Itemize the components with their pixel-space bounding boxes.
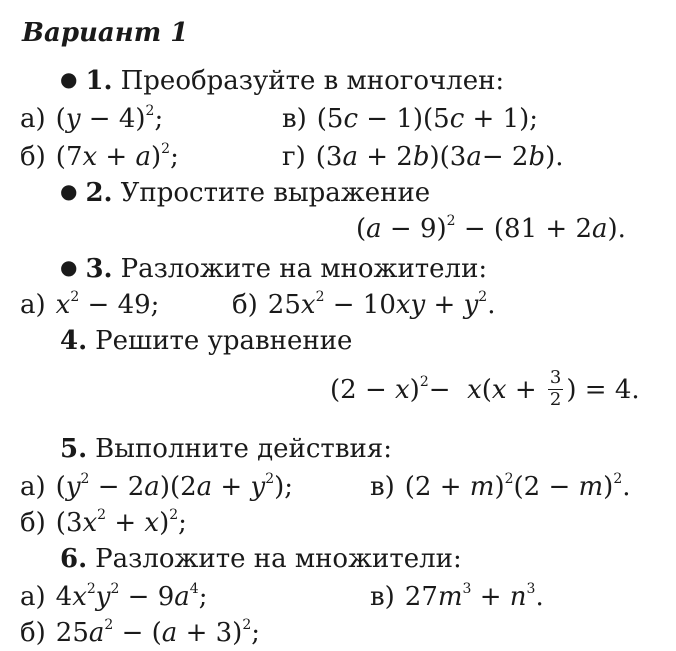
formula: $25x^2 - 10xy + y^2$. xyxy=(267,289,496,320)
task-3-heading xyxy=(60,256,487,282)
item-label: а) xyxy=(20,104,46,134)
task-1-item-g xyxy=(282,144,564,170)
bullet-icon: ● xyxy=(60,255,78,279)
formula: $(2 - x)^2- x(x$ + $\frac{3}{2}$ ) = 4. xyxy=(330,367,640,410)
task-5-heading xyxy=(60,436,392,462)
item-label: б) xyxy=(20,508,46,538)
task-2-heading xyxy=(60,180,430,206)
task-title: Преобразуйте в многочлен: xyxy=(120,66,505,96)
formula: $4x^2y^2 - 9a^4$; xyxy=(55,581,208,612)
task-6-item-v xyxy=(370,581,544,612)
task-1-heading xyxy=(60,68,504,94)
bullet-icon: ● xyxy=(60,179,78,203)
task-title: Разложите на множители: xyxy=(95,544,462,574)
task-5-item-v xyxy=(370,471,631,502)
formula: $25a^2 - (a + 3)^2$; xyxy=(55,617,260,648)
item-label: в) xyxy=(370,472,395,502)
task-4-heading xyxy=(60,328,352,354)
task-title: Выполните действия: xyxy=(95,434,392,464)
task-number: 1. xyxy=(85,66,113,96)
item-label: а) xyxy=(20,472,46,502)
task-1-item-v xyxy=(282,106,538,132)
task-5-item-a xyxy=(20,471,294,502)
task-number: 2. xyxy=(85,178,113,208)
task-6-item-b xyxy=(20,617,260,648)
item-label: г) xyxy=(282,142,306,172)
task-number: 6. xyxy=(60,544,88,574)
task-title: Решите уравнение xyxy=(95,326,353,356)
task-title: Разложите на множители: xyxy=(120,254,488,284)
fraction: $\frac{3}{2}$ xyxy=(549,367,562,410)
item-label: в) xyxy=(282,104,307,134)
item-label: в) xyxy=(370,582,395,612)
formula: (5c − 1)(5c + 1); xyxy=(316,104,539,134)
task-2-formula xyxy=(356,213,626,244)
task-3-item-b xyxy=(232,289,496,320)
task-1-item-a xyxy=(20,103,164,134)
task-4-formula xyxy=(330,367,640,412)
bullet-icon: ● xyxy=(60,67,78,91)
task-number: 5. xyxy=(60,434,88,464)
formula: $x^2 - 49$; xyxy=(55,289,160,320)
formula: (3a + 2b)(3a− 2b). xyxy=(315,142,564,172)
task-6-heading xyxy=(60,546,462,572)
task-title: Упростите выражение xyxy=(120,178,431,208)
variant-title: Вариант 1 xyxy=(22,18,189,48)
task-5-item-b xyxy=(20,507,187,538)
item-label: а) xyxy=(20,582,46,612)
formula: $(7x + a)^2$; xyxy=(55,141,179,172)
formula: $(3x^2 + x)^2$; xyxy=(55,507,187,538)
task-1-item-b xyxy=(20,141,179,172)
task-3-item-a xyxy=(20,289,160,320)
formula: $(a - 9)^2 - (81 + 2a)$. xyxy=(356,213,626,244)
task-number: 4. xyxy=(60,326,88,356)
formula: $(2 + m)^2(2 - m)^2$. xyxy=(404,471,631,502)
formula: $(y - 4)^2$; xyxy=(55,103,164,134)
item-label: б) xyxy=(20,142,46,172)
formula: $27m^3 + n^3$. xyxy=(404,581,544,612)
item-label: б) xyxy=(232,290,258,320)
formula: $(y^2 - 2a)(2a + y^2)$; xyxy=(55,471,294,502)
task-number: 3. xyxy=(85,254,113,284)
task-6-item-a xyxy=(20,581,208,612)
item-label: а) xyxy=(20,290,46,320)
item-label: б) xyxy=(20,618,46,648)
